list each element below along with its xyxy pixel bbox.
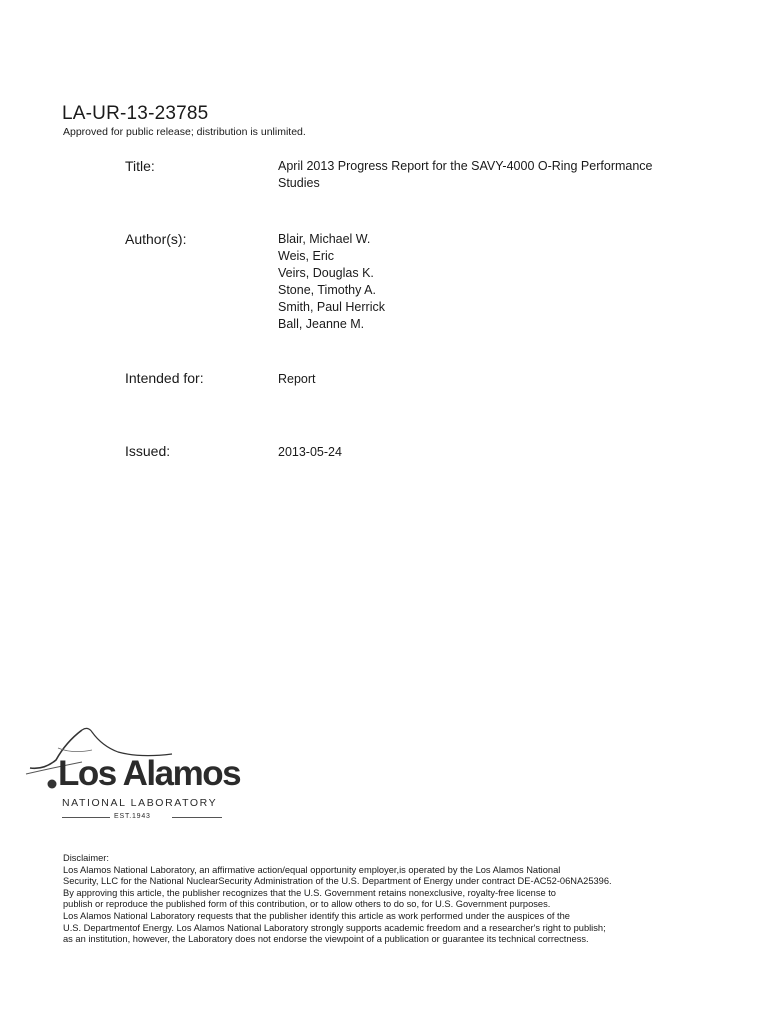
logo-divider-left [62,817,110,818]
authors-value [278,231,385,333]
release-note: Approved for public release; distribution is unlimited. [63,126,306,138]
issued-value: 2013-05-24 [278,445,342,459]
disclaimer-line: as an institution, however, the Laboratory does not endorse the viewpoint of a publication or guarantee its technical correctness. [63,934,589,945]
disclaimer-line: publish or reproduce the published form of this contribution, or to allow others to do so, for U.S. Government purposes. [63,899,551,910]
title-line-1: April 2013 Progress Report for the SAVY-4000 O-Ring Performance [278,159,653,173]
logo-subtitle: NATIONAL LABORATORY [62,797,218,809]
disclaimer-line: Los Alamos National Laboratory, an affirmative action/equal opportunity employer,is operated by the Los Alamos National [63,864,561,875]
logo-established: EST.1943 [114,813,151,820]
author-item: Weis, Eric [278,249,335,263]
author-item: Blair, Michael W. [278,232,371,246]
author-item: Stone, Timothy A. [278,283,376,297]
logo-divider-right [172,817,222,818]
disclaimer-line: By approving this article, the publisher recognizes that the U.S. Government retains nonexclusive, royalty-free license to [63,887,556,898]
intended-value: Report [278,372,316,386]
title-value [278,158,653,192]
title-line-2: Studies [278,176,320,190]
logo-name: Los Alamos [58,754,241,793]
report-number: LA-UR-13-23785 [62,103,209,124]
disclaimer-heading: Disclaimer: [63,853,109,863]
authors-label: Author(s): [125,231,187,247]
author-item: Smith, Paul Herrick [278,300,385,314]
los-alamos-logo [22,724,241,824]
author-item: Ball, Jeanne M. [278,317,365,331]
disclaimer [63,853,723,946]
disclaimer-line: Security, LLC for the National NuclearSecurity Administration of the U.S. Department of Energy under contract DE-AC52-06NA25396. [63,876,612,887]
disclaimer-line: U.S. Departmentof Energy. Los Alamos National Laboratory strongly supports academic freedom and a researcher's right to publish; [63,922,606,933]
author-item: Veirs, Douglas K. [278,266,374,280]
disclaimer-line: Los Alamos National Laboratory requests that the publisher identify this article as work performed under the auspices of the [63,910,570,921]
authors-list [278,231,385,333]
title-label: Title: [125,158,155,174]
issued-label: Issued: [125,443,171,459]
intended-label: Intended for: [125,370,204,386]
